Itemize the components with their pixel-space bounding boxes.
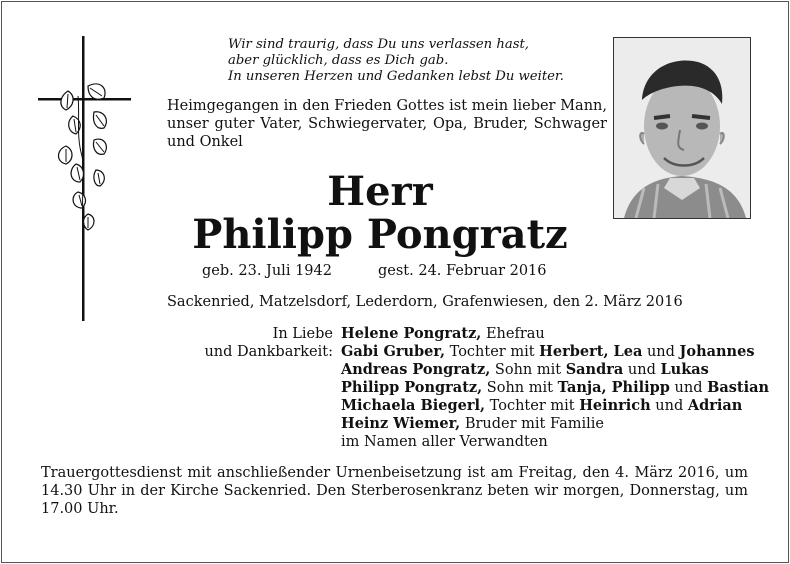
portrait-photo-drawing — [614, 38, 750, 218]
mourner-relation: Tochter mit — [445, 344, 540, 360]
mourner-name: Michaela Biegerl, — [341, 397, 486, 414]
mourner-relation: und — [669, 380, 708, 396]
mourner-relation: Sohn mit — [482, 380, 558, 396]
mourner-line — [341, 397, 771, 415]
poem — [228, 37, 608, 85]
mourner-name: Sandra — [565, 361, 624, 378]
mourner-relation: Tochter mit — [485, 398, 580, 414]
mourners-label-line: In Liebe — [272, 326, 333, 342]
death-date: gest. 24. Februar 2016 — [378, 263, 547, 279]
mourner-name: Johannes — [679, 343, 755, 360]
mourner-name: Tanja, Philipp — [557, 379, 670, 396]
poem-line: Wir sind traurig, dass Du uns verlassen hast, — [228, 37, 529, 52]
mourner-line — [341, 325, 771, 343]
deceased-name: Philipp Pongratz — [192, 211, 568, 258]
mourner-relation: und — [623, 362, 661, 378]
mourner-line — [341, 433, 771, 451]
mourner-name: Heinrich — [579, 397, 651, 414]
mourner-relation: und — [650, 398, 688, 414]
mourner-relation: Bruder mit Familie — [460, 416, 604, 432]
service-information: Trauergottesdienst mit anschließender Urnenbeisetzung ist am Freitag, den 4. März 2016, um 14.30 Uhr in der Kirche Sackenried. Den Sterberosenkranz beten wir morgen, Donnerstag, um 17.00 Uhr. — [41, 465, 748, 517]
mourner-relation: Ehefrau — [481, 326, 545, 342]
mourner-name: Andreas Pongratz, — [341, 361, 491, 378]
mourner-name: Herbert, Lea — [539, 343, 643, 360]
mourner-name: Bastian — [707, 379, 770, 396]
portrait-photo — [613, 37, 751, 219]
mourner-relation: Sohn mit — [490, 362, 566, 378]
mourner-list — [341, 325, 771, 451]
mourner-line — [341, 343, 771, 361]
mourner-name: Helene Pongratz, — [341, 325, 482, 342]
poem-line: In unseren Herzen und Gedanken lebst Du weiter. — [228, 69, 564, 84]
mourner-name: Gabi Gruber, — [341, 343, 446, 360]
birth-date: geb. 23. Juli 1942 — [202, 263, 332, 279]
mourner-name: Adrian — [687, 397, 743, 414]
mourner-relation: und — [642, 344, 680, 360]
honorific-title: Herr — [327, 168, 433, 215]
places-and-date: Sackenried, Matzelsdorf, Lederdorn, Grafenwiesen, den 2. März 2016 — [167, 294, 683, 310]
mourner-line — [341, 379, 771, 397]
intro-text: Heimgegangen in den Frieden Gottes ist mein lieber Mann, unser guter Vater, Schwiegervater, Opa, Bruder, Schwager und Onkel — [167, 98, 607, 150]
mourner-name: Lukas — [660, 361, 709, 378]
mourner-name: Philipp Pongratz, — [341, 379, 483, 396]
mourner-line — [341, 361, 771, 379]
mourner-line — [341, 415, 771, 433]
mourner-name: Heinz Wiemer, — [341, 415, 461, 432]
mourners-label-line: und Dankbarkeit: — [204, 344, 333, 360]
cross-with-hop-vine-icon — [38, 36, 134, 321]
poem-line: aber glücklich, dass es Dich gab. — [228, 53, 449, 68]
mourner-relation: im Namen aller Verwandten — [341, 434, 548, 450]
mourners-label — [167, 325, 333, 361]
